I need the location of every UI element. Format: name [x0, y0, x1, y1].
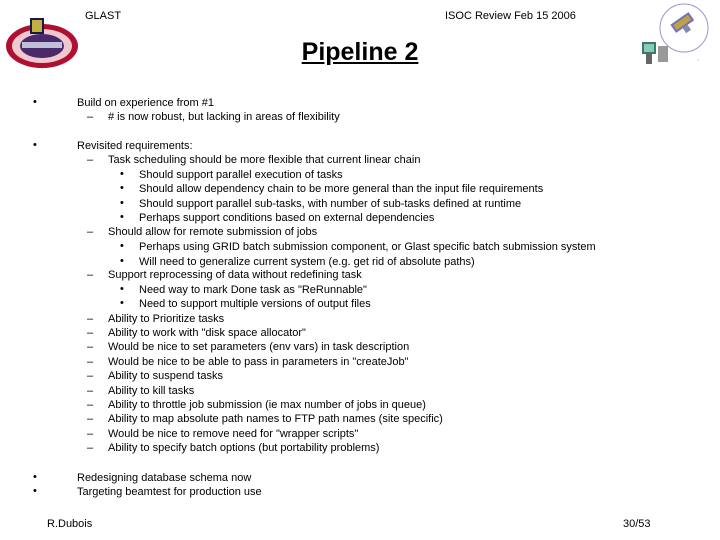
bullet-marker: •	[33, 96, 37, 108]
dash-marker: –	[87, 413, 94, 425]
bullet-text: Revisited requirements:	[77, 140, 193, 152]
sub-item-text: Ability to throttle job submission (ie max number of jobs in queue)	[108, 399, 426, 411]
dash-marker: –	[87, 154, 94, 166]
bullet-marker: •	[33, 485, 37, 497]
dash-marker: –	[87, 269, 94, 281]
sub-sub-item-text: Should support parallel execution of tasks	[139, 169, 343, 181]
page-number: 30/53	[623, 518, 651, 530]
sub-item-text: Should allow for remote submission of jobs	[108, 226, 318, 238]
sub-bullet-marker: •	[120, 255, 124, 267]
sub-item-text: Ability to specify batch options (but portability problems)	[108, 442, 380, 454]
dash-marker: –	[87, 399, 94, 411]
sub-sub-item-text: Should support parallel sub-tasks, with number of sub-tasks defined at runtime	[139, 198, 522, 210]
bullet-marker: •	[33, 471, 37, 483]
sub-sub-item-text: Need to support multiple versions of output files	[139, 298, 371, 310]
sub-sub-item-text: Will need to generalize current system (e.g. get rid of absolute paths)	[139, 256, 475, 268]
sub-item-text: Task scheduling should be more flexible that current linear chain	[108, 154, 421, 166]
sub-item-text: Would be nice to be able to pass in parameters in "createJob"	[108, 356, 409, 368]
sub-sub-item-text: Need way to mark Done task as "ReRunnable"	[139, 284, 367, 296]
dash-marker: –	[87, 341, 94, 353]
sub-item-text: # is now robust, but lacking in areas of flexibility	[108, 111, 340, 123]
sub-item-text: Would be nice to remove need for "wrapper scripts"	[108, 428, 359, 440]
svg-text:◦: ◦	[696, 58, 700, 64]
dash-marker: –	[87, 428, 94, 440]
sub-sub-item-text: Perhaps using GRID batch submission component, or Glast specific batch submission system	[139, 241, 596, 253]
sub-bullet-marker: •	[120, 211, 124, 223]
sub-item-text: Support reprocessing of data without redefining task	[108, 269, 362, 281]
sub-item-text: Ability to suspend tasks	[108, 370, 223, 382]
dash-marker: –	[87, 111, 94, 123]
page-title: Pipeline 2	[301, 38, 419, 66]
header-left: GLAST	[85, 10, 122, 22]
sub-item-text: Ability to Prioritize tasks	[108, 313, 225, 325]
sub-sub-item-text: Should allow dependency chain to be more general than the input file requirements	[139, 183, 544, 195]
sub-item-text: Ability to map absolute path names to FTP path names (site specific)	[108, 413, 443, 425]
dash-marker: –	[87, 226, 94, 238]
sub-bullet-marker: •	[120, 168, 124, 180]
dash-marker: –	[87, 327, 94, 339]
dash-marker: –	[87, 313, 94, 325]
svg-text:◦: ◦	[40, 66, 44, 72]
dash-marker: –	[87, 370, 94, 382]
header-right: ISOC Review Feb 15 2006	[445, 10, 576, 22]
dash-marker: –	[87, 356, 94, 368]
sub-item-text: Ability to kill tasks	[108, 385, 195, 397]
sub-bullet-marker: •	[120, 297, 124, 309]
bullet-text: Redesigning database schema now	[77, 472, 252, 484]
footer-author: R.Dubois	[47, 518, 93, 530]
dash-marker: –	[87, 385, 94, 397]
sub-bullet-marker: •	[120, 182, 124, 194]
bullet-marker: •	[33, 139, 37, 151]
sub-item-text: Ability to work with "disk space allocator"	[108, 327, 306, 339]
dash-marker: –	[87, 442, 94, 454]
sub-bullet-marker: •	[120, 283, 124, 295]
sub-bullet-marker: •	[120, 197, 124, 209]
bullet-text: Build on experience from #1	[77, 97, 214, 109]
sub-sub-item-text: Perhaps support conditions based on external dependencies	[139, 212, 435, 224]
sub-bullet-marker: •	[120, 240, 124, 252]
sub-item-text: Would be nice to set parameters (env vars) in task description	[108, 341, 410, 353]
bullet-text: Targeting beamtest for production use	[77, 486, 262, 498]
